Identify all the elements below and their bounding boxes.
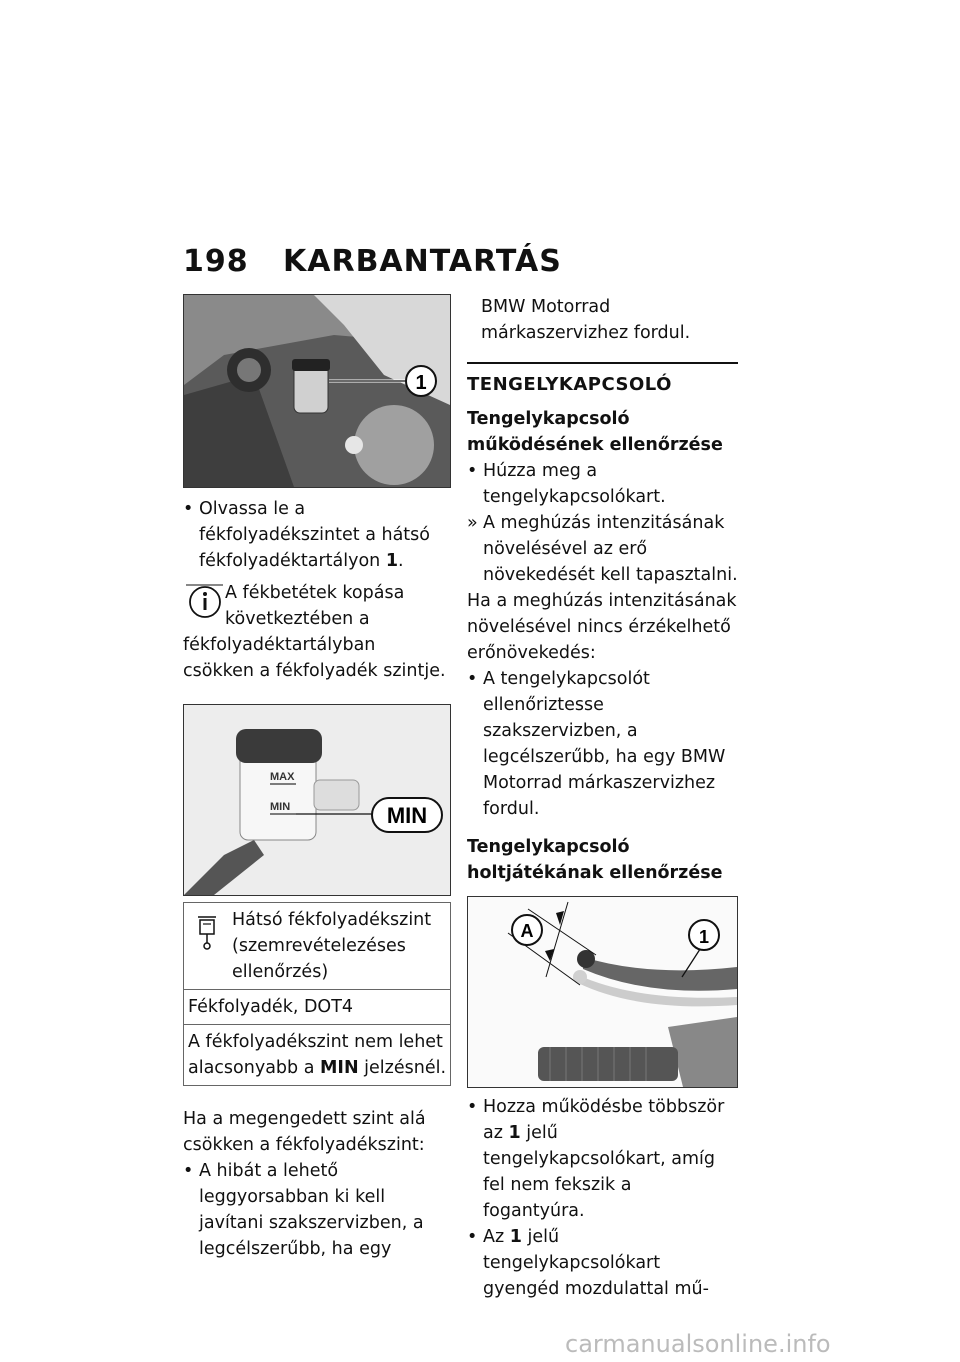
list-item: • A hibát a lehető leggyorsabban ki kell javítani szakszervizben, a legcélszerűbb, ha egy	[183, 1161, 424, 1259]
left-column	[183, 294, 451, 1262]
spec-row: Fékfolyadék, DOT4	[184, 990, 450, 1025]
result-item: » A meghúzás intenzitásának növelésével az erő növekedését kell tapasztalni.	[467, 513, 738, 585]
spec-title: Hátsó fékfolyadékszint (szemrevételezéses ellenőrzés)	[232, 910, 432, 982]
spec-table	[183, 902, 451, 1086]
spec-title-row	[184, 903, 450, 990]
chapter-title: KARBANTARTÁS	[283, 244, 562, 279]
right-column	[467, 294, 738, 1302]
fig1-callout-1: 1	[415, 372, 427, 394]
fig3-label-1: 1	[698, 927, 710, 947]
figure-reservoir-level-marks	[183, 704, 451, 896]
list-item: • Hozza működésbe többször az 1 jelű tengelykapcsolókart, amíg fel nem fekszik a fogantyúra.	[467, 1097, 725, 1221]
paragraph: Ha a meghúzás intenzitásának növelésével nincs érzékelhető erőnövekedés:	[467, 591, 737, 663]
paragraph: Ha a megengedett szint alá csökken a fékfolyadékszint:	[183, 1109, 426, 1155]
info-note-icon	[183, 580, 225, 624]
list-item: • Húzza meg a tengelykapcsolókart.	[467, 461, 666, 507]
min-mark-label: MIN	[270, 801, 291, 813]
min-callout: MIN	[386, 803, 428, 828]
subsection-heading: Tengelykapcsoló működésének ellenőrzése	[467, 409, 723, 455]
fig3-label-a: A	[520, 921, 534, 941]
figure-clutch-lever	[467, 896, 738, 1088]
list-item: • A tengelykapcsolót ellenőriztesse szakszervizben, a legcélszerűbb, ha egy BMW Motorrad márkaszervizhez fordul.	[467, 669, 726, 819]
continued-text: BMW Motorrad márkaszervizhez fordul.	[481, 297, 691, 343]
max-mark-label: MAX	[270, 771, 295, 783]
list-item: • Olvassa le a fékfolyadékszintet a hátsó fékfolyadéktartályon 1.	[183, 499, 430, 571]
spec-check-icon	[188, 907, 232, 955]
page-header	[183, 244, 562, 279]
subsection-heading: Tengelykapcsoló holtjátékának ellenőrzése	[467, 837, 723, 883]
figure-rear-brake-reservoir-photo	[183, 294, 451, 488]
section-heading: TENGELYKAPCSOLÓ	[467, 362, 738, 398]
note-text: A fékbetétek kopása következtében a fékfolyadéktartályban csökken a fékfolyadék szintje.	[183, 583, 446, 681]
reservoir-photo-illustration	[184, 295, 450, 487]
list-item: • Az 1 jelű tengelykapcsolókart gyengéd mozdulattal mű-	[467, 1227, 709, 1299]
watermark: carmanualsonline.info	[565, 1330, 831, 1358]
reservoir-level-illustration	[184, 705, 450, 895]
info-note	[183, 580, 451, 684]
spec-row: A fékfolyadékszint nem lehet alacsonyabb a MIN jelzésnél.	[188, 1032, 447, 1078]
page-number: 198	[183, 244, 249, 279]
clutch-lever-illustration	[468, 897, 737, 1087]
